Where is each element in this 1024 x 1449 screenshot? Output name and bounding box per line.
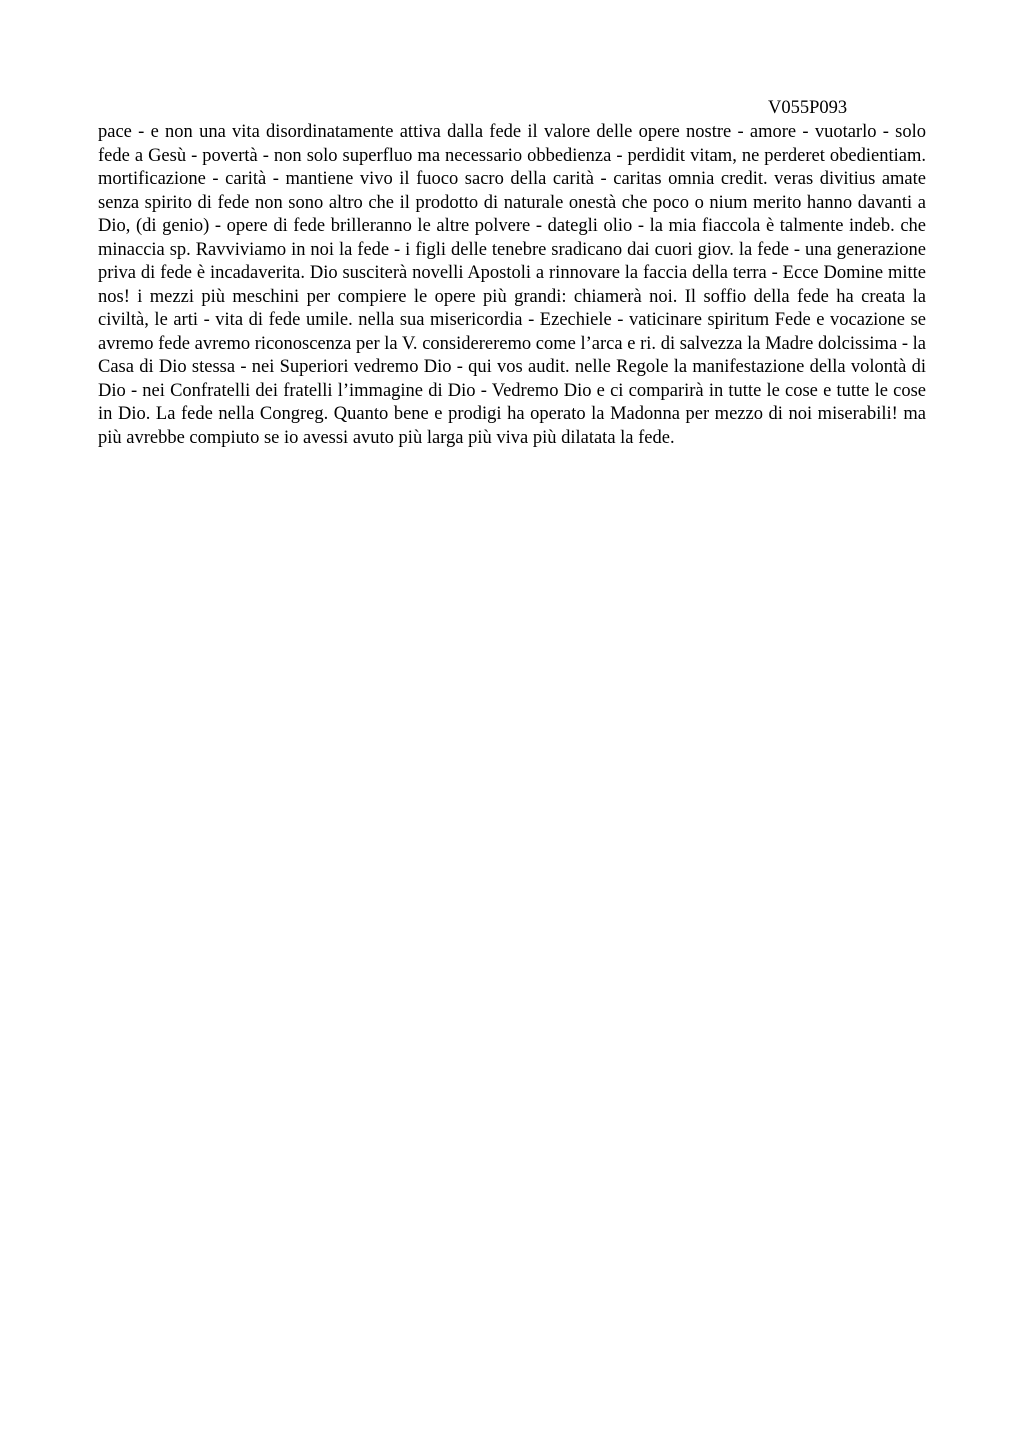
page-code: V055P093 <box>768 98 848 118</box>
body-paragraph: pace - e non una vita disordinatamente attiva dalla fede il valore delle opere nostre - amore - vuotarlo - solo fede a Gesù - povertà - non solo superfluo ma necessario obbedienza - perdidit vitam, ne perderet obedientiam. mortificazione - carità - mantiene vivo il fuoco sacro della carità - caritas omnia credit. veras divitius amate senza spirito di fede non sono altro che il prodotto di naturale onestà che poco o nium merito hanno davanti a Dio, (di genio) - opere di fede brilleranno le altre polvere - dategli olio - la mia fiaccola è talmente indeb. che minaccia sp. Ravviviamo in noi la fede - i figli delle tenebre sradicano dai cuori giov. la fede - una generazione priva di fede è incadaverita. Dio susciterà novelli Apostoli a rinnovare la faccia della terra - Ecce Domine mitte nos! i mezzi più meschini per compiere le opere più grandi: chiamerà noi. Il soffio della fede ha creata la civiltà, le arti - vita di fede umile. nella sua misericordia - Ezechiele - vaticinare spiritum Fede e vocazione se avremo fede avremo riconoscenza per la V. considereremo come l’arca e ri. di salvezza la Madre dolcissima - la Casa di Dio stessa - nei Superiori vedremo Dio - qui vos audit. nelle Regole la manifestazione della volontà di Dio - nei Confratelli dei fratelli l’immagine di Dio - Vedremo Dio e ci comparirà in tutte le cose e tutte le cose in Dio. La fede nella Congreg. Quanto bene e prodigi ha operato la Madonna per mezzo di noi miserabili! ma più avrebbe compiuto se io avessi avuto più larga più viva più dilatata la fede. <box>98 122 926 448</box>
